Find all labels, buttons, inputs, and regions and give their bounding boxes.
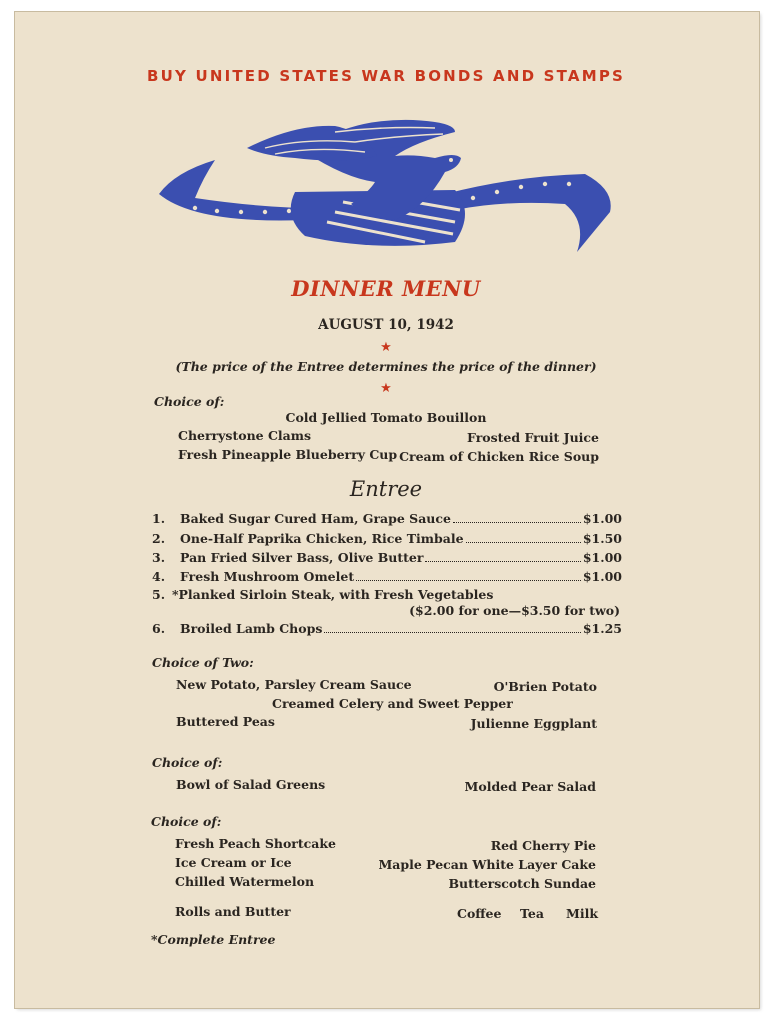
vegetable-item: Julienne Eggplant	[470, 716, 597, 731]
salads-heading: Choice of:	[152, 755, 223, 770]
entree-number: 1.	[152, 511, 166, 526]
entree-number: 6.	[152, 621, 166, 636]
dessert-item: Chilled Watermelon	[175, 874, 315, 889]
entree-name: Fresh Mushroom Omelet	[180, 569, 355, 584]
salad-item: Molded Pear Salad	[464, 779, 596, 794]
entree-item	[152, 569, 622, 587]
entree-name: One-Half Paprika Chicken, Rice Timbale	[180, 531, 464, 546]
entree-name: Broiled Lamb Chops	[180, 621, 323, 636]
starter-item: Fresh Pineapple Blueberry Cup	[178, 447, 398, 462]
dot-leader	[356, 580, 581, 581]
entree-number: 3.	[152, 550, 166, 565]
starter-item: Cold Jellied Tomato Bouillon	[285, 410, 487, 425]
entree-price: $1.00	[582, 550, 622, 565]
dessert-item: Red Cherry Pie	[490, 838, 596, 853]
dot-leader	[324, 632, 580, 633]
starter-item: Cherrystone Clams	[178, 428, 312, 443]
vegetable-item: New Potato, Parsley Cream Sauce	[176, 677, 412, 692]
entree-item	[152, 511, 622, 529]
starter-item: Frosted Fruit Juice	[467, 430, 599, 445]
entree-number: 2.	[152, 531, 166, 546]
price-note: (The price of the Entree determines the price of the dinner)	[175, 359, 597, 374]
dessert-item: Fresh Peach Shortcake	[175, 836, 336, 851]
complete-entree-footnote: *Complete Entree	[151, 932, 276, 947]
dessert-item: Butterscotch Sundae	[448, 876, 596, 891]
dot-leader	[425, 561, 580, 562]
starters-heading: Choice of:	[154, 394, 225, 409]
entree-price: $1.50	[582, 531, 622, 546]
drink-item: Milk	[566, 906, 598, 921]
menu-title: DINNER MENU	[291, 276, 481, 301]
salad-item: Bowl of Salad Greens	[176, 777, 326, 792]
entree-item	[152, 550, 622, 568]
dessert-item: Maple Pecan White Layer Cake	[378, 857, 596, 872]
bread-item: Rolls and Butter	[175, 904, 291, 919]
star-icon: ★	[380, 340, 392, 355]
dot-leader	[453, 522, 581, 523]
entree-name: *Planked Sirloin Steak, with Fresh Vegetables	[172, 587, 494, 602]
entree-price: $1.00	[582, 511, 622, 526]
dot-leader	[466, 542, 581, 543]
entree-item	[152, 621, 622, 639]
entree-name: Baked Sugar Cured Ham, Grape Sauce	[180, 511, 451, 526]
dessert-item: Ice Cream or Ice	[175, 855, 292, 870]
entree-price-detail: ($2.00 for one—$3.50 for two)	[409, 603, 620, 618]
eagle-on-shield-with-ribbon-icon	[155, 112, 617, 260]
entree-number: 4.	[152, 569, 166, 584]
vegetable-item: Buttered Peas	[176, 714, 275, 729]
entree-number: 5.	[152, 587, 166, 602]
desserts-heading: Choice of:	[151, 814, 222, 829]
star-icon: ★	[380, 381, 392, 396]
entree-price: $1.00	[582, 569, 622, 584]
vegetable-item: Creamed Celery and Sweet Pepper	[272, 696, 513, 711]
starter-item: Cream of Chicken Rice Soup	[399, 449, 599, 464]
vegetable-item: O'Brien Potato	[493, 679, 597, 694]
war-bonds-banner: BUY UNITED STATES WAR BONDS AND STAMPS	[146, 67, 626, 85]
drink-item: Coffee	[457, 906, 502, 921]
entree-heading: Entree	[349, 477, 423, 501]
entree-price: $1.25	[582, 621, 622, 636]
drink-item: Tea	[520, 906, 544, 921]
menu-date: AUGUST 10, 1942	[318, 317, 454, 333]
vegetables-heading: Choice of Two:	[152, 655, 254, 670]
entree-item	[152, 531, 622, 549]
entree-name: Pan Fried Silver Bass, Olive Butter	[180, 550, 424, 565]
